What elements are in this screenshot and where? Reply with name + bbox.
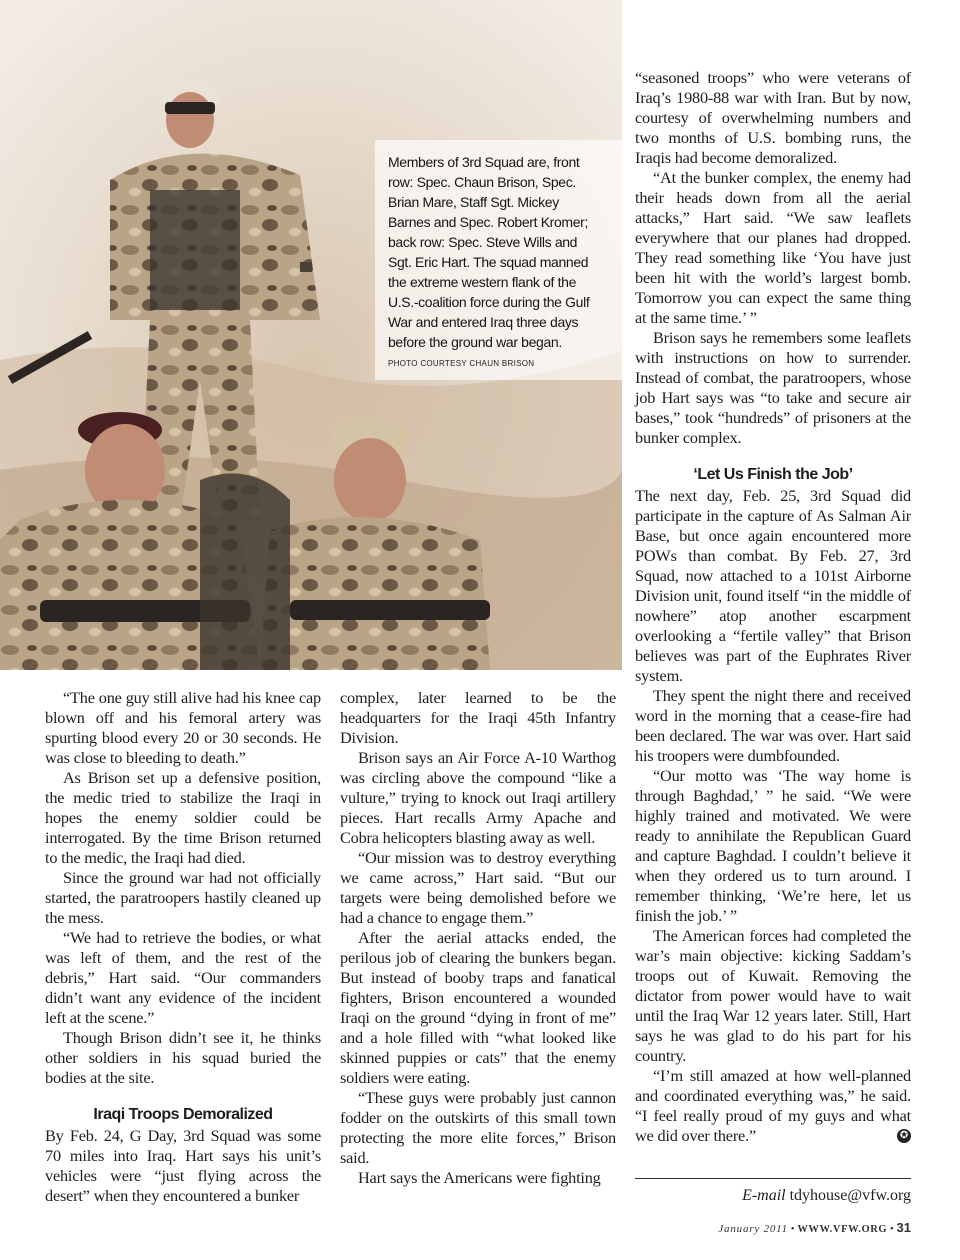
end-mark-icon: ✪ — [897, 1129, 911, 1143]
section-heading: ‘Let Us Finish the Job’ — [693, 466, 853, 483]
contact-divider — [635, 1178, 911, 1179]
paragraph: The next day, Feb. 25, 3rd Squad did participate in the capture of As Salman Air Base, but once again encountered more POWs than combat. By Feb. 27, 3rd Squad, now attached to a 101st Airborne Division unit, found itself “in the middle of nowhere” atop another escarpment overlooking a “fertile valley” that Brison believes was part of the Euphrates River system. — [635, 486, 911, 685]
paragraph: Since the ground war had not officially started, the paratroopers hastily cleaned up the mess. — [45, 868, 321, 927]
paragraph: “We had to retrieve the bodies, or what was left of them, and the rest of the debris,” Hart said. “Our commanders didn’t want any evidence of the incident left at the scene.” — [45, 928, 321, 1027]
photo-credit: PHOTO COURTESY CHAUN BRISON — [388, 359, 535, 368]
paragraph: “Our motto was ‘The way home is through Baghdad,’ ” he said. “We were highly trained and motivated. We were ready to annihilate the Republican Guard and capture Baghdad. I couldn’t believe it when they ordered us to turn around. I remember thinking, ‘We’re here, let us finish the job.’ ” — [635, 766, 911, 925]
paragraph: Hart says the Americans were fighting — [358, 1168, 601, 1187]
column-3 — [635, 68, 911, 1146]
issue-date: January 2011 — [718, 1223, 788, 1235]
contact-line — [635, 1186, 911, 1206]
paragraph: “These guys were probably just cannon fodder on the outskirts of this small town protecting the more elite forces,” Brison said. — [340, 1088, 616, 1167]
closing-quote-text: “I’m still amazed at how well-planned and coordinated everything was,” he said. “I feel really proud of my guys and what we did over there.” — [635, 1066, 911, 1145]
email-label: E-mail — [742, 1187, 786, 1204]
paragraph: Brison says an Air Force A-10 Warthog was circling above the compound “like a vulture,” trying to knock out Iraqi artillery pieces. Hart recalls Army Apache and Cobra helicopters blasting away as well. — [340, 748, 616, 847]
page-footer — [560, 1221, 911, 1237]
paragraph: Though Brison didn’t see it, he thinks other soldiers in his squad buried the bodies at the site. — [45, 1028, 321, 1087]
paragraph: By Feb. 24, G Day, 3rd Squad was some 70 miles into Iraq. Hart says his unit’s vehicles were “just flying across the desert” when they encountered a bunker — [45, 1126, 321, 1205]
paragraph: After the aerial attacks ended, the perilous job of clearing the bunkers began. But instead of booby traps and fanatical fighters, Brison encountered a wounded Iraqi on the ground “dying in front of me” and a hole filled with “what looked like skinned puppies or cats” that the enemy soldiers were eating. — [340, 928, 616, 1087]
paragraph: “At the bunker complex, the enemy had their heads down from all the aerial attacks,” Hart said. “We saw leaflets everywhere that our planes had dropped. They read something like ‘You have just been hit with the world’s largest bomb. Tomorrow you can expect the same thing at the same time.’ ” — [635, 168, 911, 327]
paragraph: The American forces had completed the war’s main objective: kicking Saddam’s troops out of Kuwait. Removing the dictator from power would have to wait until the Iraq War 12 years later. Still, Hart says he was glad to do his part for his country. — [635, 926, 911, 1065]
paragraph: “The one guy still alive had his knee cap blown off and his femoral artery was spurting blood every 20 or 30 seconds. He was close to bleeding to death.” — [45, 688, 321, 767]
column-2 — [340, 688, 616, 1188]
soldiers-photo — [0, 0, 622, 670]
page-number: 31 — [896, 1220, 911, 1235]
paragraph: Brison says he remembers some leaflets with instructions on how to surrender. Instead of combat, the paratroopers, whose job Hart says was “to take and secure air bases,” took “hundreds” of prisoners at the bunker complex. — [635, 328, 911, 447]
photo-caption — [388, 152, 603, 370]
website-link[interactable]: WWW.VFW.ORG — [797, 1224, 888, 1235]
paragraph: “seasoned troops” who were veterans of Iraq’s 1980-88 war with Iran. But by now, courtesy of overwhelming numbers and two months of U.S. bombing runs, the Iraqis had become demoralized. — [635, 68, 911, 167]
caption-text: Members of 3rd Squad are, front row: Spec. Chaun Brison, Spec. Brian Mare, Staff Sgt. Mickey Barnes and Spec. Robert Kromer; back row: Spec. Steve Wills and Sgt. Eric Hart. The squad manned the extreme western flank of the U.S.-coalition force during the Gulf War and entered Iraq three days before the ground war began. — [388, 154, 590, 350]
paragraph — [635, 1066, 911, 1146]
column-1 — [45, 688, 321, 1206]
paragraph: “Our mission was to destroy everything we came across,” Hart said. “But our targets were being demolished before we had a chance to engage them.” — [340, 848, 616, 927]
email-address[interactable]: tdyhouse@vfw.org — [789, 1187, 911, 1204]
footer-separator: • — [790, 1223, 795, 1235]
paragraph: They spent the night there and received word in the morning that a cease-fire had been declared. The war was over. Hart said his troopers were dumbfounded. — [635, 686, 911, 765]
section-heading: Iraqi Troops Demoralized — [93, 1106, 273, 1123]
paragraph: As Brison set up a defensive position, the medic tried to stabilize the Iraqi in hopes the enemy soldier could be interrogated. By the time Brison returned to the medic, the Iraqi had died. — [45, 768, 321, 867]
middle-soldier — [200, 473, 290, 670]
footer-separator: • — [889, 1223, 894, 1235]
paragraph: complex, later learned to be the headquarters for the Iraqi 45th Infantry Division. — [340, 688, 616, 747]
